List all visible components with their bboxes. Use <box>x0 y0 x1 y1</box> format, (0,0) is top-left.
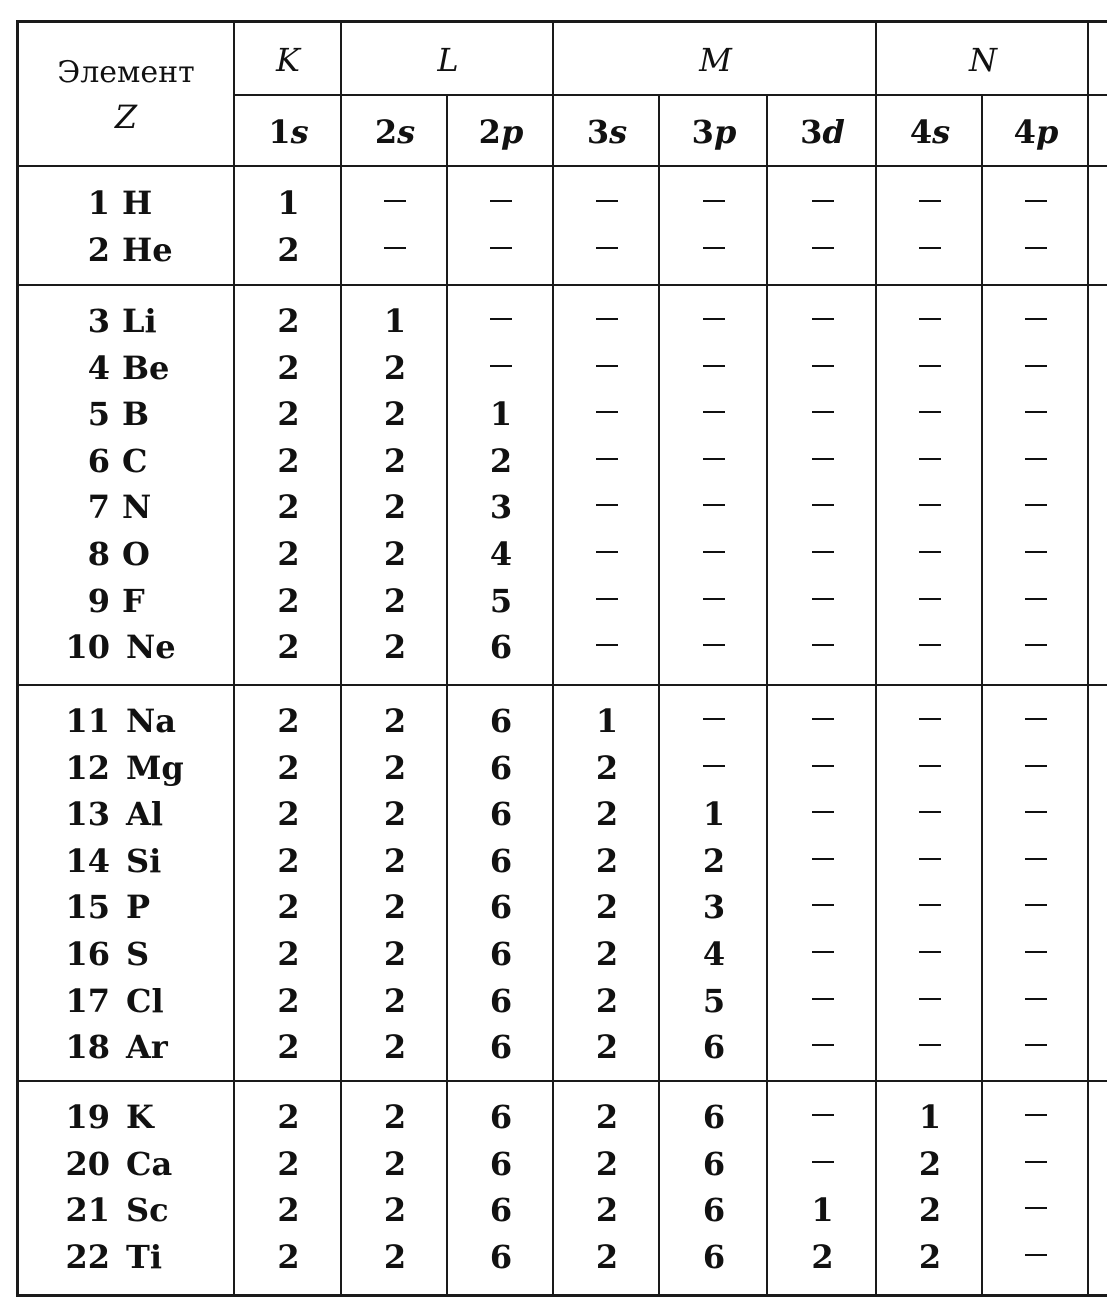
empty-marker <box>919 318 941 320</box>
empty-marker <box>490 365 512 367</box>
empty-marker <box>596 318 618 320</box>
grid-vline <box>981 94 983 1296</box>
empty-marker <box>703 200 725 202</box>
element-symbol: Li <box>122 302 157 340</box>
subshell-header-3s: 3 s <box>586 113 628 151</box>
empty-marker <box>703 551 725 553</box>
empty-marker <box>919 504 941 506</box>
electron-count: 2 <box>489 441 513 480</box>
empty-marker <box>812 811 834 813</box>
subshell-header-4p: 4 p <box>1013 113 1059 151</box>
element-symbol: Mg <box>126 748 184 787</box>
empty-marker <box>919 765 941 767</box>
electron-count: 2 <box>277 1237 300 1276</box>
subshell-header-3d: 3 d <box>800 113 845 151</box>
empty-marker <box>812 858 834 860</box>
grid-hline <box>16 1080 1107 1082</box>
electron-count: 1 <box>383 302 407 340</box>
electron-count: 2 <box>277 302 300 340</box>
element-symbol: Al <box>126 795 163 834</box>
electron-count: 2 <box>383 1191 407 1230</box>
subshell-header-2s: 2 s <box>374 113 416 151</box>
electron-count: 6 <box>489 841 513 880</box>
electron-count: 5 <box>489 581 513 620</box>
electron-count: 2 <box>277 888 300 927</box>
empty-marker <box>812 1161 834 1163</box>
element-symbol: O <box>122 535 150 573</box>
electron-count: 2 <box>277 981 300 1020</box>
electron-count: 2 <box>595 981 619 1020</box>
empty-marker <box>703 765 725 767</box>
electron-count: 2 <box>277 628 300 667</box>
empty-marker <box>919 551 941 553</box>
electron-count: 2 <box>595 748 619 787</box>
empty-marker <box>812 951 834 953</box>
electron-count: 2 <box>277 795 300 834</box>
electron-count: 2 <box>277 441 300 480</box>
electron-count: 2 <box>277 1144 300 1183</box>
empty-marker <box>1025 858 1047 860</box>
empty-marker <box>1025 644 1047 646</box>
empty-marker <box>919 811 941 813</box>
empty-marker <box>812 365 834 367</box>
empty-marker <box>490 318 512 320</box>
electron-count: 1 <box>489 395 513 434</box>
electron-count: 6 <box>489 1237 513 1276</box>
electron-count: 6 <box>489 1144 513 1183</box>
electron-count: 2 <box>277 1028 300 1067</box>
electron-count: 2 <box>383 535 407 573</box>
electron-count: 2 <box>277 702 300 740</box>
electron-count: 6 <box>702 1028 726 1067</box>
electron-count: 4 <box>702 935 726 973</box>
electron-count: 6 <box>489 935 513 973</box>
empty-marker <box>919 200 941 202</box>
electron-count: 6 <box>702 1191 726 1230</box>
empty-marker <box>1025 765 1047 767</box>
empty-marker <box>1025 1254 1047 1256</box>
grid-vline <box>340 20 342 1296</box>
electron-count: 2 <box>918 1191 942 1230</box>
element-symbol: S <box>126 935 150 973</box>
electron-count: 3 <box>702 888 726 927</box>
empty-marker <box>596 200 618 202</box>
electron-count: 1 <box>702 795 726 834</box>
empty-marker <box>490 200 512 202</box>
atomic-number: 17 <box>65 981 110 1020</box>
electron-count: 2 <box>383 795 407 834</box>
empty-marker <box>596 504 618 506</box>
grid-vline <box>1087 20 1089 1296</box>
electron-count: 2 <box>595 795 619 834</box>
electron-count: 2 <box>277 1191 300 1230</box>
empty-marker <box>919 951 941 953</box>
element-symbol: F <box>122 581 145 620</box>
element-symbol: B <box>122 395 150 434</box>
electron-count: 6 <box>489 1028 513 1067</box>
element-symbol: Ti <box>126 1237 162 1276</box>
atomic-number: 1 <box>87 184 110 222</box>
electron-count: 2 <box>811 1237 834 1276</box>
electron-count: 2 <box>383 1098 407 1136</box>
atomic-number: 15 <box>65 888 110 927</box>
empty-marker <box>1025 365 1047 367</box>
atomic-number: 11 <box>65 702 110 740</box>
subshell-header-4s: 4 s <box>909 113 951 151</box>
atomic-number: 4 <box>87 348 110 387</box>
electron-count: 2 <box>277 748 300 787</box>
empty-marker <box>919 247 941 249</box>
atomic-number: 18 <box>65 1028 110 1067</box>
empty-marker <box>812 318 834 320</box>
atomic-number: 13 <box>65 795 110 834</box>
electron-count: 2 <box>277 348 300 387</box>
grid-vline <box>552 20 554 1296</box>
empty-marker <box>919 411 941 413</box>
empty-marker <box>1025 904 1047 906</box>
atomic-number: 12 <box>65 748 110 787</box>
electron-count: 2 <box>383 748 407 787</box>
atomic-number: 8 <box>87 535 110 573</box>
electron-count: 2 <box>277 841 300 880</box>
electron-count: 2 <box>277 395 300 434</box>
element-column-header: Элемент <box>57 54 195 90</box>
element-symbol: N <box>122 488 152 527</box>
electron-count: 2 <box>277 230 300 269</box>
grid-hline <box>16 165 1107 167</box>
electron-count: 2 <box>595 1098 619 1136</box>
electron-count: 6 <box>489 702 513 740</box>
empty-marker <box>703 458 725 460</box>
electron-count: 2 <box>277 1098 300 1136</box>
empty-marker <box>1025 318 1047 320</box>
electron-count: 6 <box>702 1144 726 1183</box>
electron-count: 2 <box>383 581 407 620</box>
empty-marker <box>596 247 618 249</box>
empty-marker <box>596 365 618 367</box>
electron-count: 6 <box>489 888 513 927</box>
electron-count: 6 <box>489 981 513 1020</box>
empty-marker <box>384 200 406 202</box>
empty-marker <box>596 411 618 413</box>
electron-count: 2 <box>595 1144 619 1183</box>
electron-count: 2 <box>383 888 407 927</box>
empty-marker <box>812 551 834 553</box>
grid-hline <box>16 284 1107 286</box>
empty-marker <box>1025 1207 1047 1209</box>
empty-marker <box>703 718 725 720</box>
empty-marker <box>596 644 618 646</box>
electron-count: 2 <box>595 841 619 880</box>
atomic-number: 2 <box>87 230 110 269</box>
empty-marker <box>703 504 725 506</box>
empty-marker <box>596 598 618 600</box>
empty-marker <box>490 247 512 249</box>
empty-marker <box>812 200 834 202</box>
atomic-number: 10 <box>65 628 110 667</box>
atomic-number: 21 <box>65 1191 110 1230</box>
grid-hline <box>233 94 1107 96</box>
electron-count: 2 <box>383 981 407 1020</box>
empty-marker <box>596 551 618 553</box>
empty-marker <box>919 644 941 646</box>
electron-count: 2 <box>383 395 407 434</box>
electron-count: 2 <box>277 488 300 527</box>
electron-count: 6 <box>489 748 513 787</box>
empty-marker <box>703 365 725 367</box>
empty-marker <box>919 718 941 720</box>
empty-marker <box>1025 1044 1047 1046</box>
shell-header-k: K <box>276 41 300 79</box>
atomic-number: 19 <box>65 1098 110 1136</box>
electron-count: 2 <box>383 1144 407 1183</box>
electron-count: 6 <box>702 1237 726 1276</box>
electron-count: 6 <box>489 1191 513 1230</box>
shell-header-l: L <box>437 41 459 79</box>
electron-count: 2 <box>918 1237 942 1276</box>
electron-count: 2 <box>383 441 407 480</box>
atomic-number: 7 <box>87 488 110 527</box>
empty-marker <box>1025 598 1047 600</box>
atomic-number: 16 <box>65 935 110 973</box>
electron-count: 2 <box>383 1028 407 1067</box>
empty-marker <box>1025 411 1047 413</box>
element-symbol: Ar <box>126 1028 168 1067</box>
element-symbol: Sc <box>126 1191 169 1230</box>
element-symbol: Na <box>126 702 176 740</box>
atomic-number: 9 <box>87 581 110 620</box>
empty-marker <box>1025 458 1047 460</box>
electron-count: 1 <box>595 702 619 740</box>
electron-count: 6 <box>702 1098 726 1136</box>
electron-count: 1 <box>277 184 300 222</box>
empty-marker <box>1025 247 1047 249</box>
electron-count: 2 <box>702 841 726 880</box>
empty-marker <box>812 644 834 646</box>
empty-marker <box>703 411 725 413</box>
electron-count: 2 <box>277 581 300 620</box>
empty-marker <box>812 247 834 249</box>
electron-count: 1 <box>811 1191 834 1230</box>
subshell-header-1s: 1 s <box>268 113 309 151</box>
empty-marker <box>812 998 834 1000</box>
empty-marker <box>812 718 834 720</box>
empty-marker <box>1025 1161 1047 1163</box>
z-column-header: Z <box>114 98 138 136</box>
electron-count: 2 <box>383 935 407 973</box>
atomic-number: 6 <box>87 441 110 480</box>
empty-marker <box>812 504 834 506</box>
empty-marker <box>919 904 941 906</box>
electron-count: 2 <box>918 1144 942 1183</box>
electron-count: 2 <box>383 1237 407 1276</box>
empty-marker <box>919 858 941 860</box>
element-symbol: P <box>126 888 151 927</box>
electron-count: 2 <box>595 935 619 973</box>
empty-marker <box>812 598 834 600</box>
empty-marker <box>1025 718 1047 720</box>
electron-count: 2 <box>595 888 619 927</box>
electron-count: 4 <box>489 535 513 573</box>
electron-count: 2 <box>383 702 407 740</box>
empty-marker <box>919 458 941 460</box>
electron-count: 5 <box>702 981 726 1020</box>
empty-marker <box>919 998 941 1000</box>
electron-count: 2 <box>595 1191 619 1230</box>
grid-vline <box>658 94 660 1296</box>
subshell-header-2p: 2 p <box>478 113 524 151</box>
empty-marker <box>1025 951 1047 953</box>
element-symbol: He <box>122 230 173 269</box>
electron-configuration-table <box>16 20 1107 1296</box>
empty-marker <box>1025 551 1047 553</box>
empty-marker <box>384 247 406 249</box>
electron-count: 2 <box>383 488 407 527</box>
atomic-number: 5 <box>87 395 110 434</box>
empty-marker <box>812 1114 834 1116</box>
electron-count: 2 <box>595 1028 619 1067</box>
grid-hline <box>16 684 1107 686</box>
electron-count: 2 <box>277 535 300 573</box>
empty-marker <box>703 318 725 320</box>
element-symbol: K <box>126 1098 154 1136</box>
grid-vline <box>16 20 19 1296</box>
empty-marker <box>1025 200 1047 202</box>
empty-marker <box>919 365 941 367</box>
electron-count: 2 <box>383 348 407 387</box>
grid-vline <box>446 94 448 1296</box>
empty-marker <box>703 598 725 600</box>
electron-count: 6 <box>489 795 513 834</box>
empty-marker <box>812 904 834 906</box>
empty-marker <box>812 411 834 413</box>
electron-count: 2 <box>595 1237 619 1276</box>
shell-header-n: N <box>969 41 997 79</box>
electron-count: 2 <box>383 628 407 667</box>
electron-count: 3 <box>489 488 513 527</box>
grid-vline <box>875 20 877 1296</box>
empty-marker <box>703 644 725 646</box>
electron-count: 6 <box>489 1098 513 1136</box>
empty-marker <box>812 1044 834 1046</box>
empty-marker <box>1025 504 1047 506</box>
empty-marker <box>596 458 618 460</box>
empty-marker <box>919 598 941 600</box>
atomic-number: 22 <box>65 1237 110 1276</box>
shell-header-m: M <box>699 41 732 79</box>
electron-count: 2 <box>383 841 407 880</box>
electron-count: 6 <box>489 628 513 667</box>
subshell-header-3p: 3 p <box>691 113 737 151</box>
empty-marker <box>1025 811 1047 813</box>
atomic-number: 20 <box>65 1144 110 1183</box>
grid-hline <box>16 1294 1107 1297</box>
element-symbol: C <box>122 441 148 480</box>
element-symbol: Cl <box>126 981 164 1020</box>
empty-marker <box>919 1044 941 1046</box>
element-symbol: Be <box>122 348 170 387</box>
element-symbol: H <box>122 184 153 222</box>
grid-vline <box>233 20 235 1296</box>
empty-marker <box>812 458 834 460</box>
atomic-number: 3 <box>87 302 110 340</box>
empty-marker <box>1025 998 1047 1000</box>
electron-count: 2 <box>277 935 300 973</box>
empty-marker <box>812 765 834 767</box>
grid-vline <box>766 94 768 1296</box>
element-symbol: Ne <box>126 628 176 667</box>
element-symbol: Si <box>126 841 162 880</box>
empty-marker <box>703 247 725 249</box>
atomic-number: 14 <box>65 841 110 880</box>
element-symbol: Ca <box>126 1144 173 1183</box>
electron-count: 1 <box>918 1098 942 1136</box>
empty-marker <box>1025 1114 1047 1116</box>
grid-hline <box>16 20 1107 23</box>
